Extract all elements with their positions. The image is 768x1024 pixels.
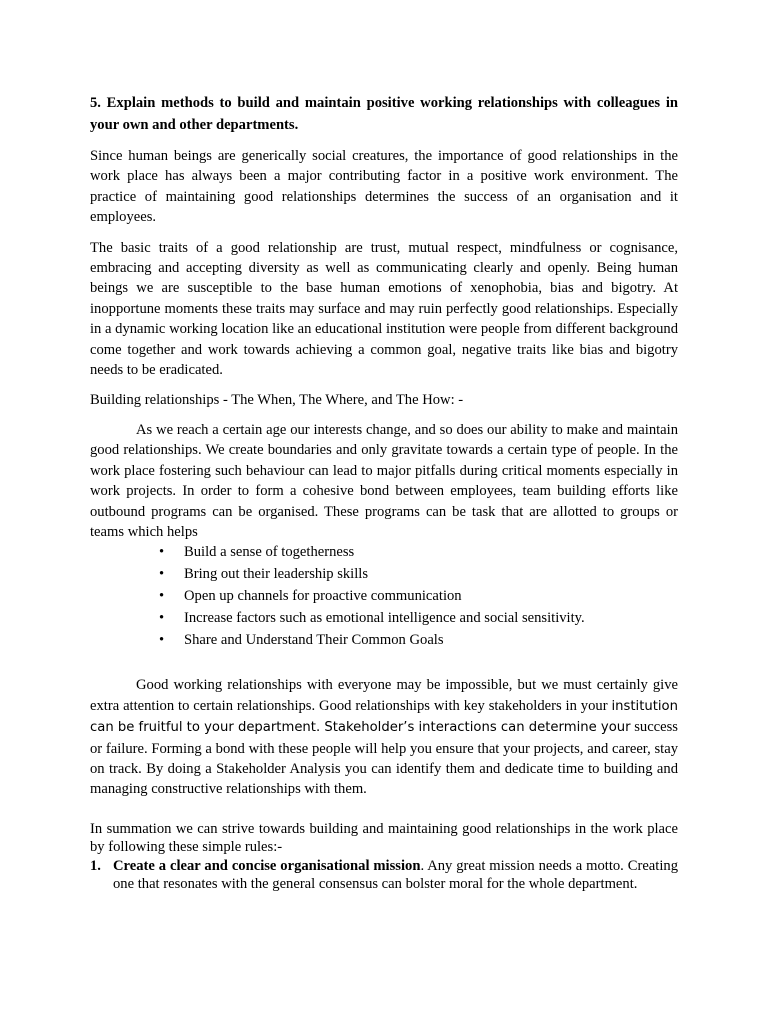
rule-item — [90, 857, 678, 893]
paragraph-summation: In summation we can strive towards building and maintaining good relationships in the work place by following these simple rules:- — [90, 820, 678, 856]
list-item: • Increase factors such as emotional intelligence and social sensitivity. — [90, 608, 678, 630]
question-heading: 5. Explain methods to build and maintain positive working relationships with colleagues in your own and other departments. — [90, 95, 678, 133]
spacer — [90, 665, 678, 675]
list-item: • Open up channels for proactive communication — [90, 586, 678, 608]
bullet-icon: • — [159, 544, 165, 561]
paragraph-stakeholders: Good working relationships with everyone may be impossible, but we must certainly give extra attention to certain relationships. Good relationships with key stakeholders in your institution can be fruitful to your department. Stakeholder’s interactions can determine your success or failure. Forming a bond with these people will help you ensure that your projects, and career, stay on track. By doing a Stakeholder Analysis you can identify them and dedicate time to building and managing constructive relationships with them. — [90, 677, 678, 798]
bullet-icon: • — [159, 631, 165, 648]
list-item: • Build a sense of togetherness — [90, 542, 678, 564]
team-benefits-list — [90, 542, 678, 651]
spacer — [90, 810, 678, 820]
bullet-icon: • — [159, 587, 165, 604]
rules-list — [90, 857, 678, 893]
rule-number: 1. — [90, 857, 101, 874]
paragraph-traits: The basic traits of a good relationship are trust, mutual respect, mindfulness or cognisance, embracing and accepting diversity as well as communicating clearly and openly. Being human beings we are susceptible to the base human emotions of xenophobia, bias and bigotry. At inopportune moments these traits may surface and may ruin perfectly good relationships. Especially in a dynamic working location like an educational institution were people from different background come together and work towards achieving a common goal, negative traits like bias and bigotry needs to be eradicated. — [90, 239, 678, 379]
bullet-icon: • — [159, 609, 165, 626]
bullet-icon: • — [159, 566, 165, 583]
list-item: • Bring out their leadership skills — [90, 564, 678, 586]
paragraph-intro: Since human beings are generically social creatures, the importance of good relationships in the work place has always been a major contributing factor in a positive work environment. The practice of maintaining good relationships determines the success of an organisation and it employees. — [90, 148, 678, 226]
paragraph-team-building: As we reach a certain age our interests change, and so does our ability to make and maintain good relationships. We create boundaries and only gravitate towards a certain type of people. In the work place fostering such behaviour can lead to major pitfalls during critical moments especially in work projects. In order to form a cohesive bond between employees, team building efforts like outbound programs can be organised. These programs can be task that are allotted to groups or teams which helps — [90, 421, 678, 540]
list-item: • Share and Understand Their Common Goals — [90, 630, 678, 652]
building-relationships-subheading: Building relationships - The When, The Where, and The How: - — [90, 392, 464, 409]
document-page — [90, 92, 678, 893]
rule-text: . Any great mission needs a motto. Creating one that resonates with the general consensus can bolster moral for the whole department. — [113, 857, 678, 892]
rule-title: Create a clear and concise organisational mission — [113, 857, 421, 874]
